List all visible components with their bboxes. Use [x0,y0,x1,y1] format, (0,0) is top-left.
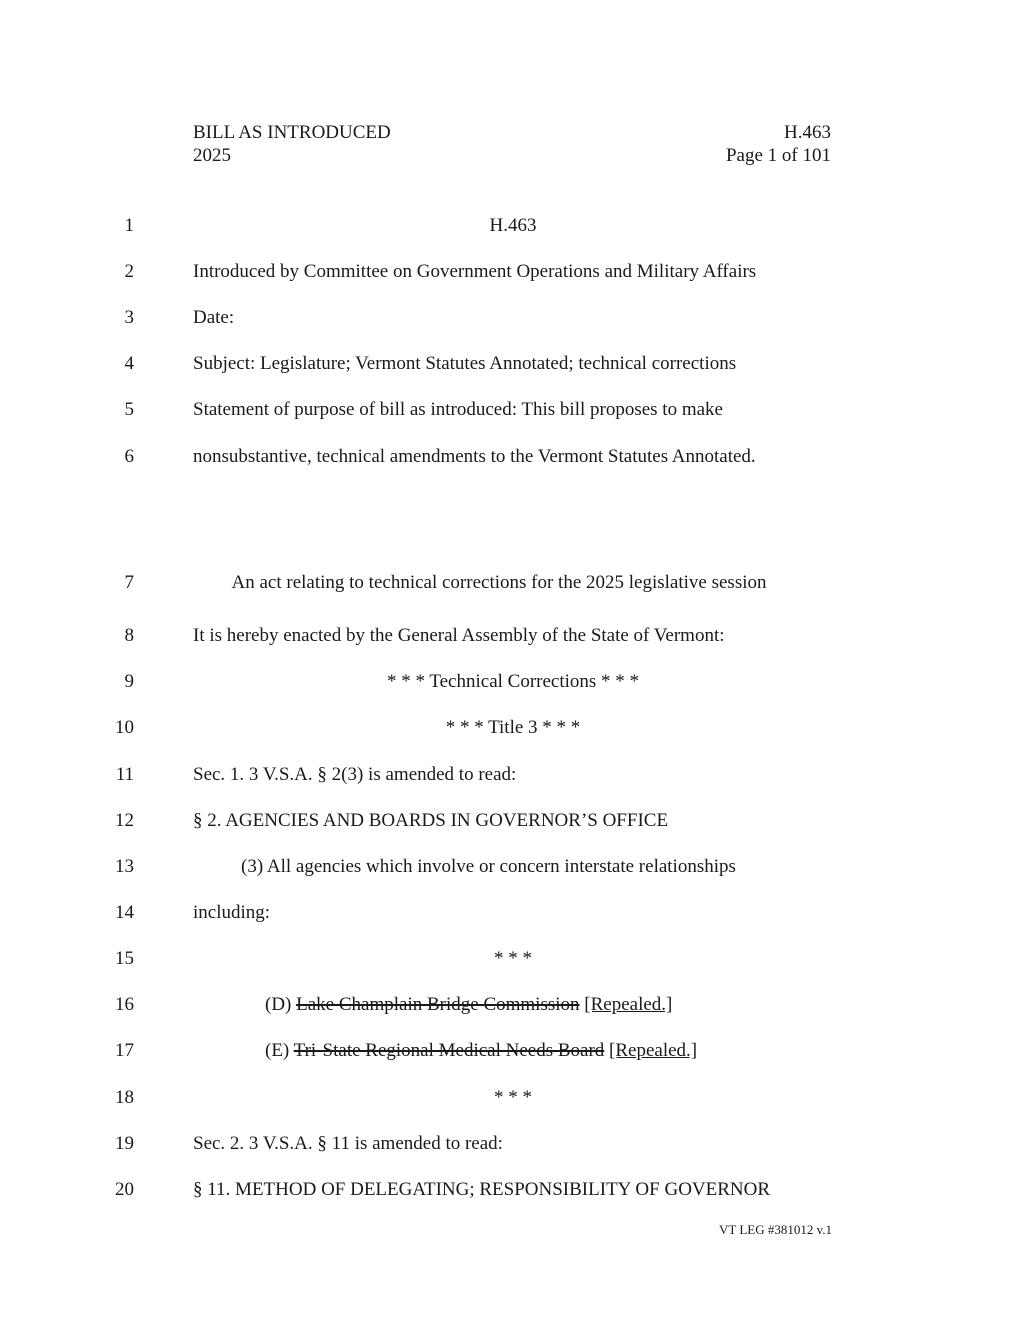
document-id: VT LEG #381012 v.1 [718,1222,832,1237]
bill-number: H.463 [784,122,831,143]
line-number: 10 [115,717,134,738]
inserted-text: [Repealed.] [609,1040,698,1061]
bill-status: BILL AS INTRODUCED [193,122,391,143]
struck-text: Tri-State Regional Medical Needs Board [293,1040,605,1061]
line-number: 1 [124,215,134,236]
line-number: 7 [124,572,134,593]
bill-year: 2025 [193,145,231,166]
line-number: 2 [124,261,134,282]
line-number: 12 [115,810,134,831]
date-line: Date: [193,307,235,328]
section-heading: Sec. 2. 3 V.S.A. § 11 is amended to read: [193,1133,503,1154]
act-title: An act relating to technical corrections for the 2025 legislative session [231,572,767,593]
line-number: 18 [115,1087,134,1108]
line-number: 14 [115,902,134,923]
omission-marker: * * * [494,948,532,969]
line-number: 16 [115,994,134,1015]
header-left [193,122,391,168]
inserted-text: [Repealed.] [584,994,673,1015]
line-number: 19 [115,1133,134,1154]
statement-of-purpose: Statement of purpose of bill as introduced: This bill proposes to make [193,399,723,420]
section-heading: Sec. 1. 3 V.S.A. § 2(3) is amended to read: [193,764,517,785]
line-number: 20 [115,1179,134,1200]
line-number: 3 [124,307,134,328]
bill-title-number: H.463 [489,215,537,236]
title-divider: * * * Title 3 * * * [445,717,581,738]
statute-heading: § 11. METHOD OF DELEGATING; RESPONSIBILITY OF GOVERNOR [193,1179,771,1200]
item-label: (D) [265,994,297,1015]
line-number: 17 [115,1040,134,1061]
statute-text: including: [193,902,271,923]
struck-text: Lake Champlain Bridge Commission [296,994,580,1015]
line-number: 11 [115,764,134,785]
line-number: 5 [124,399,134,420]
item-label: (E) [265,1040,294,1061]
line-number: 13 [115,856,134,877]
line-number: 4 [124,353,134,374]
introduced-by: Introduced by Committee on Government Operations and Military Affairs [193,261,757,282]
section-divider: * * * Technical Corrections * * * [386,671,640,692]
header-right [600,122,831,168]
line-number: 8 [124,625,134,646]
page-indicator: Page 1 of 101 [725,145,831,166]
omission-marker: * * * [494,1087,532,1108]
enacting-clause: It is hereby enacted by the General Assembly of the State of Vermont: [193,625,725,646]
statute-item-d [193,994,905,1016]
statute-item-e [193,1040,905,1062]
line-number: 15 [115,948,134,969]
line-number: 9 [124,671,134,692]
subject-line: Subject: Legislature; Vermont Statutes Annotated; technical corrections [193,353,737,374]
statement-of-purpose-cont: nonsubstantive, technical amendments to the Vermont Statutes Annotated. [193,446,756,467]
statute-text: (3) All agencies which involve or concern interstate relationships [241,856,736,877]
line-number: 6 [124,446,134,467]
statute-heading: § 2. AGENCIES AND BOARDS IN GOVERNOR’S OFFICE [193,810,669,831]
